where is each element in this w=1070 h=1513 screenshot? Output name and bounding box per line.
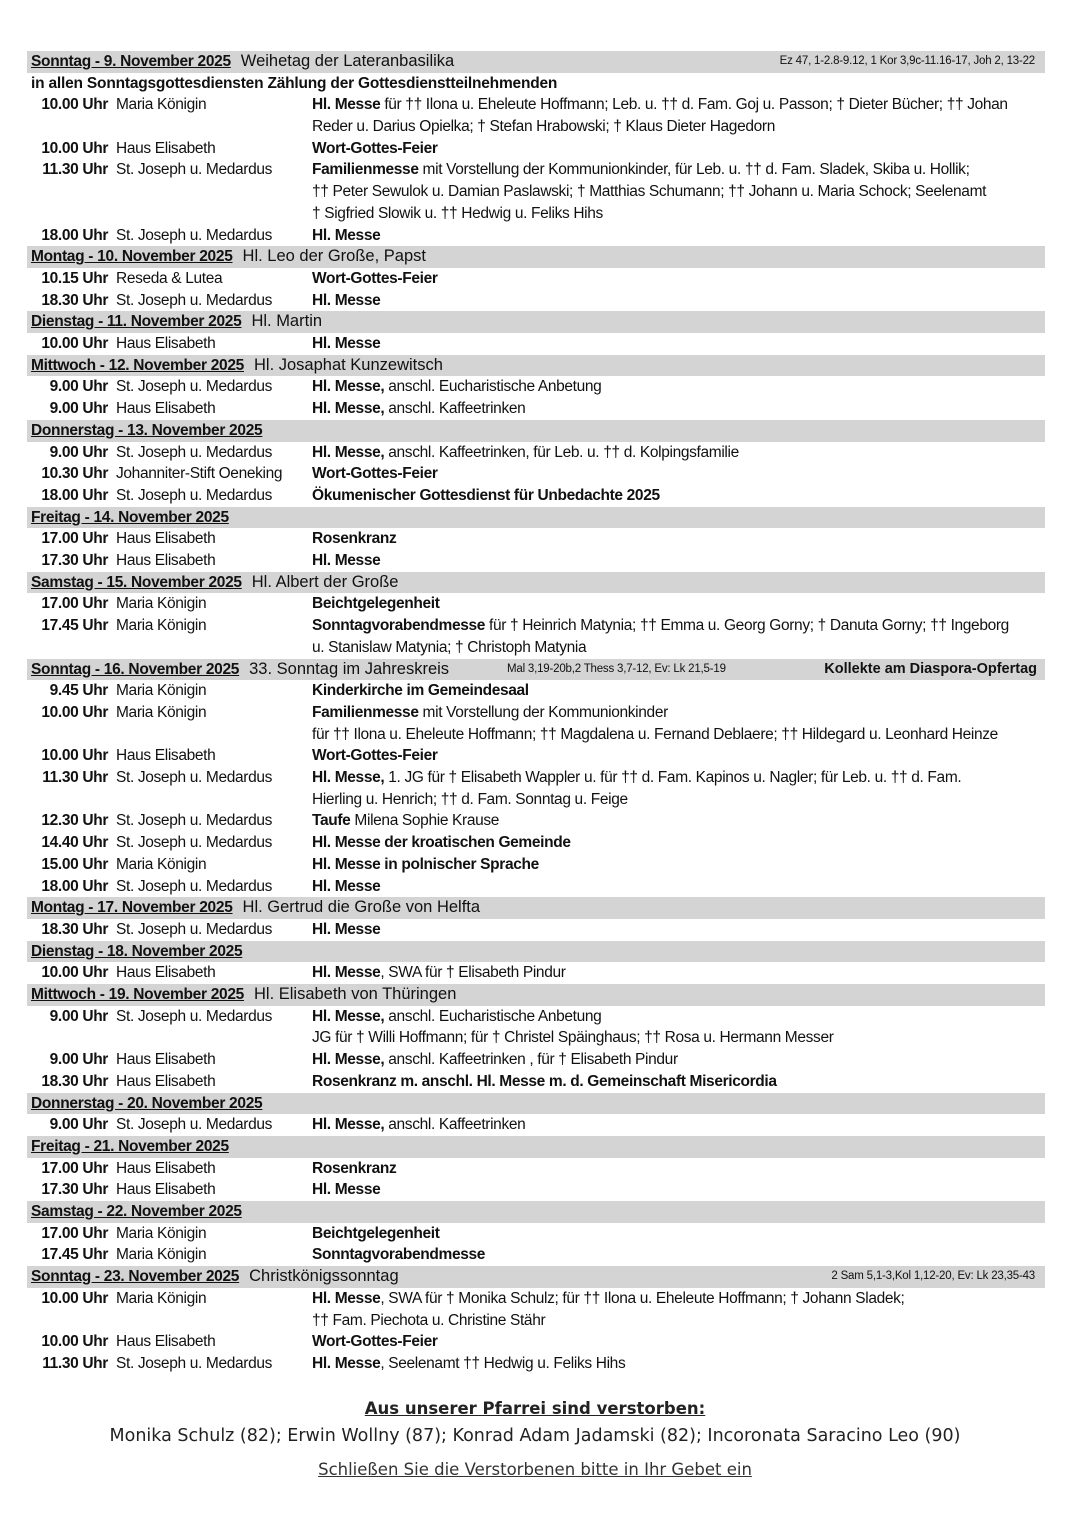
day-header	[27, 941, 1045, 963]
service-row	[27, 550, 1045, 572]
service-row	[27, 745, 1045, 767]
service-location: Maria Königin	[116, 855, 207, 873]
day-feast: Hl. Gertrud die Große von Helfta	[242, 898, 481, 917]
service-title: Hl. Messe,	[312, 443, 385, 461]
service-location: Haus Elisabeth	[116, 964, 216, 982]
service-description	[312, 1331, 1045, 1353]
service-line	[312, 485, 1045, 507]
service-title: Hl. Messe	[312, 226, 381, 244]
service-title: Wort-Gottes-Feier	[312, 465, 438, 483]
service-line	[312, 376, 1045, 398]
service-title: Ökumenischer Gottesdienst für Unbedachte 2025	[312, 486, 660, 504]
service-title: Hl. Messe in polnischer Sprache	[312, 855, 539, 873]
service-row	[27, 767, 1045, 810]
service-line	[312, 463, 1045, 485]
day-date: Sonntag - 16. November 2025	[31, 660, 240, 678]
service-description	[312, 550, 1045, 572]
service-time: 10.00 Uhr	[41, 335, 108, 353]
collection-note: Kollekte am Diaspora-Opfertag	[824, 660, 1037, 677]
service-line	[312, 442, 1045, 464]
service-row	[27, 268, 1045, 290]
service-row	[27, 1244, 1045, 1266]
day-date: Mittwoch - 19. November 2025	[31, 986, 244, 1004]
service-time: 18.00 Uhr	[41, 486, 108, 504]
service-location: Haus Elisabeth	[116, 335, 216, 353]
service-row	[27, 1331, 1045, 1353]
service-title: Rosenkranz	[312, 1159, 397, 1177]
service-time: 9.00 Uhr	[49, 1051, 108, 1069]
service-row	[27, 225, 1045, 247]
service-location: St. Joseph u. Medardus	[116, 812, 273, 830]
service-time: 17.45 Uhr	[41, 617, 108, 635]
service-line	[312, 702, 1045, 724]
service-line	[312, 854, 1045, 876]
service-time: 17.00 Uhr	[41, 595, 108, 613]
service-title: Hl. Messe,	[312, 400, 385, 418]
day-date: Montag - 17. November 2025	[31, 899, 233, 917]
service-time: 11.30 Uhr	[42, 1354, 108, 1372]
service-title: Hl. Messe	[312, 96, 381, 114]
service-details: für † Heinrich Matynia; †† Emma u. Georg Gorny; † Danuta Gorny; †† Ingeborg	[485, 617, 1009, 635]
day-header	[27, 51, 1045, 73]
service-description	[312, 854, 1045, 876]
service-row	[27, 1179, 1045, 1201]
service-line	[312, 962, 1045, 984]
service-line	[312, 1353, 1045, 1375]
service-title: Rosenkranz m. anschl. Hl. Messe m. d. Gemeinschaft Misericordia	[312, 1072, 777, 1090]
service-description	[312, 1158, 1045, 1180]
service-time: 10.00 Uhr	[41, 139, 108, 157]
service-location: Maria Königin	[116, 595, 207, 613]
service-details-continued: † Sigfried Slowik u. †† Hedwig u. Feliks Hihs	[312, 204, 603, 222]
service-time: 9.00 Uhr	[49, 1116, 108, 1134]
service-row	[27, 442, 1045, 464]
service-description	[312, 138, 1045, 160]
day-feast: Hl. Leo der Große, Papst	[242, 247, 426, 266]
service-description	[312, 398, 1045, 420]
day-date: Sonntag - 9. November 2025	[31, 53, 231, 70]
service-location: Haus Elisabeth	[116, 552, 216, 570]
day-date: Donnerstag - 20. November 2025	[31, 1094, 263, 1112]
service-details-continued: JG für † Willi Hoffmann; für † Christel Späinghaus; †† Rosa u. Hermann Messer	[312, 1029, 834, 1047]
service-details: anschl. Kaffeetrinken	[384, 400, 526, 418]
service-row	[27, 528, 1045, 550]
service-description	[312, 159, 1045, 224]
service-title: Hl. Messe der kroatischen Gemeinde	[312, 834, 571, 852]
prayer-request: Schließen Sie die Verstorbenen bitte in Ihr Gebet ein	[318, 1460, 752, 1479]
service-description	[312, 1288, 1045, 1331]
service-time: 17.30 Uhr	[41, 1181, 108, 1199]
service-time: 9.00 Uhr	[49, 378, 108, 396]
service-location: Haus Elisabeth	[116, 1072, 216, 1090]
service-title: Hl. Messe,	[312, 769, 385, 787]
service-details: Milena Sophie Krause	[350, 812, 500, 830]
service-row	[27, 1223, 1045, 1245]
service-title: Hl. Messe	[312, 1181, 381, 1199]
service-line	[312, 1006, 1045, 1028]
service-line	[312, 1179, 1045, 1201]
service-time: 10.00 Uhr	[41, 1333, 108, 1351]
day-readings: Mal 3,19-20b,2 Thess 3,7-12, Ev: Lk 21,5-19	[507, 662, 726, 675]
service-details: , SWA für † Elisabeth Pindur	[380, 964, 566, 982]
service-time: 10.00 Uhr	[41, 747, 108, 765]
service-time: 11.30 Uhr	[42, 769, 108, 787]
service-line	[312, 593, 1045, 615]
day-date: Dienstag - 18. November 2025	[31, 942, 243, 960]
service-description	[312, 1179, 1045, 1201]
service-details: anschl. Kaffeetrinken	[384, 1116, 526, 1134]
service-line	[312, 832, 1045, 854]
service-title: Wort-Gottes-Feier	[312, 747, 438, 765]
service-description	[312, 485, 1045, 507]
service-row	[27, 1288, 1045, 1331]
service-location: Maria Königin	[116, 617, 207, 635]
service-row	[27, 680, 1045, 702]
service-title: Hl. Messe	[312, 964, 381, 982]
service-description	[312, 767, 1045, 810]
service-time: 17.00 Uhr	[41, 530, 108, 548]
day-date: Dienstag - 11. November 2025	[31, 313, 242, 331]
service-details: anschl. Kaffeetrinken, für Leb. u. †† d. Kolpingsfamilie	[384, 443, 739, 461]
service-description	[312, 615, 1045, 658]
day-header	[27, 1266, 1045, 1288]
service-location: Haus Elisabeth	[116, 530, 216, 548]
service-title: Beichtgelegenheit	[312, 1224, 440, 1242]
service-details-continued: Hierling u. Henrich; †† d. Fam. Sonntag u. Feige	[312, 790, 628, 808]
service-time: 10.00 Uhr	[41, 703, 108, 721]
service-details: anschl. Eucharistische Anbetung	[384, 1007, 602, 1025]
day-header	[27, 355, 1045, 377]
service-row	[27, 1114, 1045, 1136]
service-description	[312, 463, 1045, 485]
day-header	[27, 984, 1045, 1006]
service-location: Haus Elisabeth	[116, 139, 216, 157]
service-time: 17.30 Uhr	[41, 552, 108, 570]
service-description	[312, 810, 1045, 832]
service-row	[27, 485, 1045, 507]
service-description	[312, 333, 1045, 355]
service-row	[27, 1049, 1045, 1071]
day-header	[27, 897, 1045, 919]
service-title: Wort-Gottes-Feier	[312, 269, 438, 287]
service-row	[27, 615, 1045, 658]
day-feast: 33. Sonntag im Jahreskreis	[249, 659, 450, 678]
service-details: mit Vorstellung der Kommunionkinder, für Leb. u. †† d. Fam. Sladek, Skiba u. Hollik;	[418, 161, 970, 179]
service-line	[312, 810, 1045, 832]
day-feast: Hl. Martin	[251, 312, 323, 331]
service-description	[312, 745, 1045, 767]
service-row	[27, 1071, 1045, 1093]
service-title: Familienmesse	[312, 703, 419, 721]
service-title: Hl. Messe,	[312, 378, 385, 396]
service-location: Johanniter-Stift Oeneking	[116, 465, 283, 483]
day-header	[27, 1136, 1045, 1158]
service-line	[312, 1049, 1045, 1071]
service-title: Hl. Messe,	[312, 1051, 385, 1069]
service-line	[312, 745, 1045, 767]
day-feast: Weihetag der Lateranbasilika	[240, 52, 455, 70]
service-details: 1. JG für † Elisabeth Wappler u. für †† d. Fam. Kapinos u. Nagler; für Leb. u. †† d. Fam.	[384, 769, 962, 787]
service-description	[312, 1223, 1045, 1245]
service-location: Haus Elisabeth	[116, 400, 216, 418]
service-details-continued: Reder u. Darius Opielka; † Stefan Hrabowski; † Klaus Dieter Hagedorn	[312, 118, 775, 136]
service-details-continued: †† Fam. Piechota u. Christine Stähr	[312, 1311, 546, 1329]
service-details-continued: u. Stanislaw Matynia; † Christoph Matynia	[312, 638, 587, 656]
service-description	[312, 268, 1045, 290]
service-title: Hl. Messe	[312, 920, 381, 938]
service-description	[312, 1071, 1045, 1093]
service-details-continued: †† Peter Sewulok u. Damian Paslawski; † Matthias Schumann; †† Johann u. Maria Schock; Seelenamt	[312, 183, 987, 201]
service-description	[312, 1244, 1045, 1266]
service-description	[312, 919, 1045, 941]
service-title: Hl. Messe	[312, 552, 381, 570]
service-line	[312, 767, 1045, 789]
service-location: Haus Elisabeth	[116, 1159, 216, 1177]
service-time: 12.30 Uhr	[41, 812, 108, 830]
service-row	[27, 832, 1045, 854]
service-time: 18.30 Uhr	[41, 920, 108, 938]
service-details: für †† Ilona u. Eheleute Hoffmann; Leb. u. †† d. Fam. Goj u. Passon; † Dieter Bücher; †† Johan	[380, 96, 1008, 114]
service-description	[312, 680, 1045, 702]
service-details-continued: für †† Ilona u. Eheleute Hoffmann; †† Magdalena u. Fernand Deblaere; †† Hildegard u. Leonhard Heinze	[312, 725, 998, 743]
service-time: 9.45 Uhr	[49, 682, 108, 700]
service-title: Hl. Messe,	[312, 1007, 385, 1025]
service-row	[27, 138, 1045, 160]
service-line	[312, 333, 1045, 355]
service-line	[312, 876, 1045, 898]
service-title: Rosenkranz	[312, 530, 397, 548]
service-time: 18.30 Uhr	[41, 1072, 108, 1090]
service-title: Kinderkirche im Gemeindesaal	[312, 682, 529, 700]
service-title: Taufe	[312, 812, 351, 830]
day-header	[27, 1093, 1045, 1115]
service-description	[312, 290, 1045, 312]
service-row	[27, 94, 1045, 137]
service-time: 9.00 Uhr	[49, 443, 108, 461]
service-line	[312, 1331, 1045, 1353]
service-description	[312, 1006, 1045, 1049]
service-row	[27, 376, 1045, 398]
service-details: anschl. Kaffeetrinken , für † Elisabeth Pindur	[384, 1051, 678, 1069]
service-time: 9.00 Uhr	[49, 400, 108, 418]
service-location: Haus Elisabeth	[116, 1181, 216, 1199]
day-readings: 2 Sam 5,1-3,Kol 1,12-20, Ev: Lk 23,35-43	[831, 1270, 1035, 1283]
service-time: 10.30 Uhr	[41, 465, 108, 483]
service-time: 18.00 Uhr	[41, 226, 108, 244]
service-location: St. Joseph u. Medardus	[116, 226, 273, 244]
service-location: Maria Königin	[116, 1289, 207, 1307]
day-date: Freitag - 21. November 2025	[31, 1137, 229, 1155]
service-time: 10.00 Uhr	[41, 964, 108, 982]
service-location: St. Joseph u. Medardus	[116, 486, 273, 504]
service-location: St. Joseph u. Medardus	[116, 443, 273, 461]
service-time: 18.00 Uhr	[41, 877, 108, 895]
service-time: 10.00 Uhr	[41, 1289, 108, 1307]
service-line	[312, 159, 1045, 181]
service-location: Maria Königin	[116, 1224, 207, 1242]
service-description	[312, 1114, 1045, 1136]
service-line	[312, 138, 1045, 160]
service-title: Hl. Messe	[312, 1354, 381, 1372]
service-row	[27, 810, 1045, 832]
service-time: 17.00 Uhr	[41, 1224, 108, 1242]
service-line	[312, 919, 1045, 941]
day-date: Samstag - 15. November 2025	[31, 573, 242, 591]
day-header	[27, 659, 1045, 681]
service-line	[312, 1288, 1045, 1310]
service-row	[27, 1353, 1045, 1375]
service-title: Wort-Gottes-Feier	[312, 139, 438, 157]
service-title: Hl. Messe	[312, 291, 381, 309]
service-description	[312, 94, 1045, 137]
service-location: St. Joseph u. Medardus	[116, 1007, 273, 1025]
service-line	[312, 680, 1045, 702]
service-row	[27, 702, 1045, 745]
day-feast: Christkönigssonntag	[249, 1267, 399, 1286]
service-description	[312, 442, 1045, 464]
service-details: , Seelenamt †† Hedwig u. Feliks Hihs	[380, 1354, 626, 1372]
day-date: Mittwoch - 12. November 2025	[31, 356, 244, 374]
service-title: Hl. Messe,	[312, 1116, 385, 1134]
day-header	[27, 246, 1045, 268]
service-line	[312, 1114, 1045, 1136]
service-location: St. Joseph u. Medardus	[116, 1354, 273, 1372]
service-row	[27, 159, 1045, 224]
day-date: Freitag - 14. November 2025	[31, 508, 229, 526]
service-line	[312, 225, 1045, 247]
service-line	[312, 398, 1045, 420]
service-row	[27, 1158, 1045, 1180]
service-time: 17.45 Uhr	[41, 1246, 108, 1264]
service-time: 15.00 Uhr	[41, 855, 108, 873]
service-row	[27, 593, 1045, 615]
service-line	[312, 1244, 1045, 1266]
service-location: St. Joseph u. Medardus	[116, 920, 273, 938]
service-row	[27, 854, 1045, 876]
service-row	[27, 290, 1045, 312]
service-time: 9.00 Uhr	[49, 1007, 108, 1025]
day-date: Sonntag - 23. November 2025	[31, 1268, 240, 1286]
day-feast: Hl. Elisabeth von Thüringen	[253, 985, 457, 1004]
service-description	[312, 832, 1045, 854]
service-line	[312, 1158, 1045, 1180]
service-location: St. Joseph u. Medardus	[116, 769, 273, 787]
service-line	[312, 1071, 1045, 1093]
service-time: 11.30 Uhr	[42, 161, 108, 179]
service-description	[312, 1049, 1045, 1071]
day-date: Donnerstag - 13. November 2025	[31, 421, 263, 439]
service-line	[312, 1223, 1045, 1245]
service-description	[312, 876, 1045, 898]
service-description	[312, 376, 1045, 398]
service-row	[27, 333, 1045, 355]
service-location: Maria Königin	[116, 703, 207, 721]
service-time: 17.00 Uhr	[41, 1159, 108, 1177]
service-description	[312, 1353, 1045, 1375]
day-feast: Hl. Albert der Große	[251, 572, 399, 591]
day-header	[27, 572, 1045, 594]
service-time: 18.30 Uhr	[41, 291, 108, 309]
day-note: in allen Sonntagsgottesdiensten Zählung der Gottesdienstteilnehmenden	[31, 74, 558, 92]
service-row	[27, 919, 1045, 941]
service-line	[312, 528, 1045, 550]
day-header	[27, 1201, 1045, 1223]
service-row	[27, 1006, 1045, 1049]
service-title: Familienmesse	[312, 161, 419, 179]
service-time: 10.15 Uhr	[41, 269, 108, 287]
service-row	[27, 398, 1045, 420]
day-header	[27, 311, 1045, 333]
deceased-heading: Aus unserer Pfarrei sind verstorben:	[364, 1399, 706, 1418]
service-title: Hl. Messe	[312, 335, 381, 353]
service-details: , SWA für † Monika Schulz; für †† Ilona u. Eheleute Hoffmann; † Johann Sladek;	[380, 1289, 905, 1307]
service-line	[312, 615, 1045, 637]
service-description	[312, 528, 1045, 550]
day-readings: Ez 47, 1-2.8-9.12, 1 Kor 3,9c-11.16-17, Joh 2, 13-22	[779, 55, 1035, 67]
service-location: Maria Königin	[116, 682, 207, 700]
service-row	[27, 962, 1045, 984]
service-location: St. Joseph u. Medardus	[116, 877, 273, 895]
service-description	[312, 962, 1045, 984]
service-location: Reseda & Lutea	[116, 269, 223, 287]
service-location: Maria Königin	[116, 1246, 207, 1264]
service-title: Beichtgelegenheit	[312, 595, 440, 613]
day-header	[27, 420, 1045, 442]
service-title: Hl. Messe	[312, 1289, 381, 1307]
service-time: 14.40 Uhr	[41, 834, 108, 852]
service-line	[312, 94, 1045, 116]
service-title: Sonntagvorabendmesse	[312, 1246, 486, 1264]
service-location: Haus Elisabeth	[116, 1051, 216, 1069]
service-line	[312, 290, 1045, 312]
service-location: Haus Elisabeth	[116, 1333, 216, 1351]
service-location: Maria Königin	[116, 96, 207, 114]
service-location: St. Joseph u. Medardus	[116, 161, 273, 179]
service-time: 10.00 Uhr	[41, 96, 108, 114]
service-details: anschl. Eucharistische Anbetung	[384, 378, 602, 396]
service-title: Sonntagvorabendmesse	[312, 617, 486, 635]
day-header	[27, 507, 1045, 529]
schedule	[27, 51, 1045, 1375]
service-location: St. Joseph u. Medardus	[116, 834, 273, 852]
service-location: Haus Elisabeth	[116, 747, 216, 765]
service-title: Hl. Messe	[312, 877, 381, 895]
service-line	[312, 268, 1045, 290]
service-description	[312, 225, 1045, 247]
service-location: St. Joseph u. Medardus	[116, 291, 273, 309]
service-details: mit Vorstellung der Kommunionkinder	[418, 703, 668, 721]
day-date: Montag - 10. November 2025	[31, 248, 233, 266]
deceased-names: Monika Schulz (82); Erwin Wollny (87); Konrad Adam Jadamski (82); Incoronata Saracino Leo (90)	[109, 1426, 961, 1446]
service-location: St. Joseph u. Medardus	[116, 1116, 273, 1134]
day-feast: Hl. Josaphat Kunzewitsch	[253, 355, 443, 374]
service-description	[312, 593, 1045, 615]
service-row	[27, 876, 1045, 898]
service-row	[27, 463, 1045, 485]
day-date: Samstag - 22. November 2025	[31, 1203, 242, 1221]
service-description	[312, 702, 1045, 745]
service-location: St. Joseph u. Medardus	[116, 378, 273, 396]
service-line	[312, 550, 1045, 572]
service-title: Wort-Gottes-Feier	[312, 1333, 438, 1351]
